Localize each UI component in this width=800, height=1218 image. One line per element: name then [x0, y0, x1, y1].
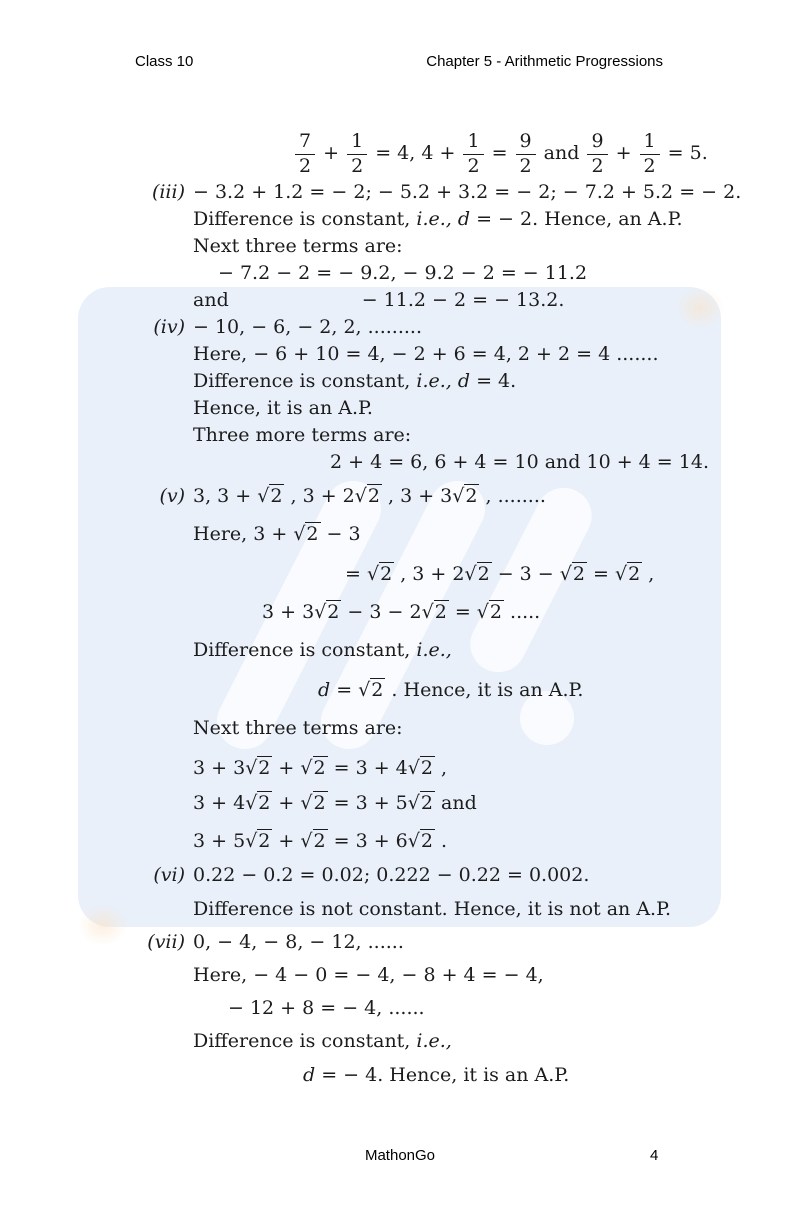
list-item-label: (iv): [153, 316, 185, 338]
sqrt: √2: [559, 563, 585, 585]
math-line: [193, 207, 683, 231]
math-text: 3, 3 + √2 , 3 + 2√2 , 3 + 3√2 , ........: [193, 485, 546, 507]
math-line: [262, 600, 540, 624]
math-text: Difference is constant, i.e.,: [193, 639, 452, 661]
math-line: [193, 423, 411, 447]
sqrt: √2: [314, 601, 340, 623]
math-text: 0, − 4, − 8, − 12, ......: [193, 931, 404, 953]
math-text: Here, − 4 − 0 = − 4, − 8 + 4 = − 4,: [193, 964, 544, 986]
math-line: [193, 369, 516, 393]
math-line: [193, 791, 477, 815]
math-text: d = − 4. Hence, it is an A.P.: [303, 1064, 570, 1086]
fraction: $\frac{9}{2}$: [585, 132, 609, 177]
sqrt: √2: [300, 757, 326, 779]
math-line: [293, 132, 708, 177]
math-text: − 10, − 6, − 2, 2, .........: [193, 316, 422, 338]
sqrt: √2: [300, 792, 326, 814]
math-text: Hence, it is an A.P.: [193, 397, 373, 419]
math-text: − 7.2 − 2 = − 9.2, − 9.2 − 2 = − 11.2: [218, 262, 588, 284]
fraction: $\frac{7}{2}$: [293, 132, 317, 177]
math-text: Difference is constant, i.e., d = − 2. Hence, an A.P.: [193, 208, 683, 230]
math-line: [193, 897, 671, 921]
sqrt: √2: [300, 830, 326, 852]
math-text: $\frac{7}{2}$ + $\frac{1}{2}$ = 4, 4 + $\frac{1}{2}$ = $\frac{9}{2}$ and $\frac{9}{2}$ + $\frac{1}{2}$ = 5.: [293, 142, 708, 164]
math-text: d = √2 . Hence, it is an A.P.: [318, 679, 584, 701]
math-text: − 12 + 8 = − 4, ......: [228, 997, 425, 1019]
math-line: [138, 180, 741, 204]
math-text: − 3.2 + 1.2 = − 2; − 5.2 + 3.2 = − 2; − 7.2 + 5.2 = − 2.: [193, 181, 742, 203]
sqrt: √2: [421, 601, 447, 623]
math-line: [193, 342, 659, 366]
math-line: [138, 315, 422, 339]
math-line: [345, 562, 654, 586]
fraction: $\frac{1}{2}$: [638, 132, 662, 177]
math-text: Difference is not constant. Hence, it is not an A.P.: [193, 898, 672, 920]
list-item-label: (vi): [153, 864, 185, 886]
fraction: $\frac{1}{2}$: [461, 132, 485, 177]
math-text: Here, − 6 + 10 = 4, − 2 + 6 = 4, 2 + 2 = 4 .......: [193, 343, 659, 365]
math-line: [193, 288, 564, 312]
list-item-label: (iii): [151, 181, 185, 203]
math-line: [303, 1063, 569, 1087]
sqrt: √2: [293, 523, 319, 545]
math-line: [193, 638, 452, 662]
math-text: Here, 3 + √2 − 3: [193, 523, 361, 545]
sqrt: √2: [407, 792, 433, 814]
math-text: Next three terms are:: [193, 235, 403, 257]
footer-page-number: 4: [650, 1147, 659, 1164]
math-text: Next three terms are:: [193, 717, 403, 739]
math-line: [228, 996, 425, 1020]
list-item-label: (v): [159, 485, 185, 507]
math-line: [138, 930, 404, 954]
sqrt: √2: [407, 757, 433, 779]
math-line: [138, 484, 546, 508]
math-text: 3 + 3√2 − 3 − 2√2 = √2 .....: [262, 601, 541, 623]
math-line: [193, 829, 447, 853]
sqrt: √2: [614, 563, 641, 585]
math-line: [193, 1029, 452, 1053]
math-text: Three more terms are:: [193, 424, 412, 446]
sqrt: √2: [464, 563, 490, 585]
list-item-label: (vii): [147, 931, 185, 953]
math-line: [218, 261, 587, 285]
math-line: [193, 756, 447, 780]
math-text: Difference is constant, i.e., d = 4.: [193, 370, 517, 392]
sqrt: √2: [366, 563, 393, 585]
math-line: [138, 863, 589, 887]
sqrt: √2: [245, 757, 271, 779]
math-line: [330, 450, 709, 474]
math-line: [193, 716, 403, 740]
header-class: Class 10: [135, 53, 194, 70]
header-chapter: Chapter 5 - Arithmetic Progressions: [426, 53, 663, 70]
math-text: 0.22 − 0.2 = 0.02; 0.222 − 0.22 = 0.002.: [193, 864, 590, 886]
math-text: = √2 , 3 + 2√2 − 3 − √2 = √2 ,: [345, 563, 655, 585]
fraction: $\frac{9}{2}$: [514, 132, 538, 177]
sqrt: √2: [257, 485, 283, 507]
footer-brand: MathonGo: [364, 1147, 436, 1164]
math-line: [318, 678, 583, 702]
sqrt: √2: [245, 830, 271, 852]
math-line: [193, 963, 544, 987]
math-line: [193, 522, 361, 546]
math-line: [193, 396, 373, 420]
sqrt: √2: [354, 485, 380, 507]
sqrt: √2: [358, 679, 384, 701]
math-text: Difference is constant, i.e.,: [193, 1030, 452, 1052]
math-text: 2 + 4 = 6, 6 + 4 = 10 and 10 + 4 = 14.: [330, 451, 709, 473]
sqrt: √2: [407, 830, 433, 852]
math-line: [193, 234, 403, 258]
math-text: 3 + 5√2 + √2 = 3 + 6√2 .: [193, 830, 448, 852]
sqrt: √2: [452, 485, 478, 507]
math-text: 3 + 4√2 + √2 = 3 + 5√2 and: [193, 792, 477, 814]
sqrt: √2: [476, 601, 502, 623]
math-text: and − 11.2 − 2 = − 13.2.: [193, 289, 565, 311]
math-text: 3 + 3√2 + √2 = 3 + 4√2 ,: [193, 757, 448, 779]
fraction: $\frac{1}{2}$: [345, 132, 369, 177]
sqrt: √2: [245, 792, 271, 814]
